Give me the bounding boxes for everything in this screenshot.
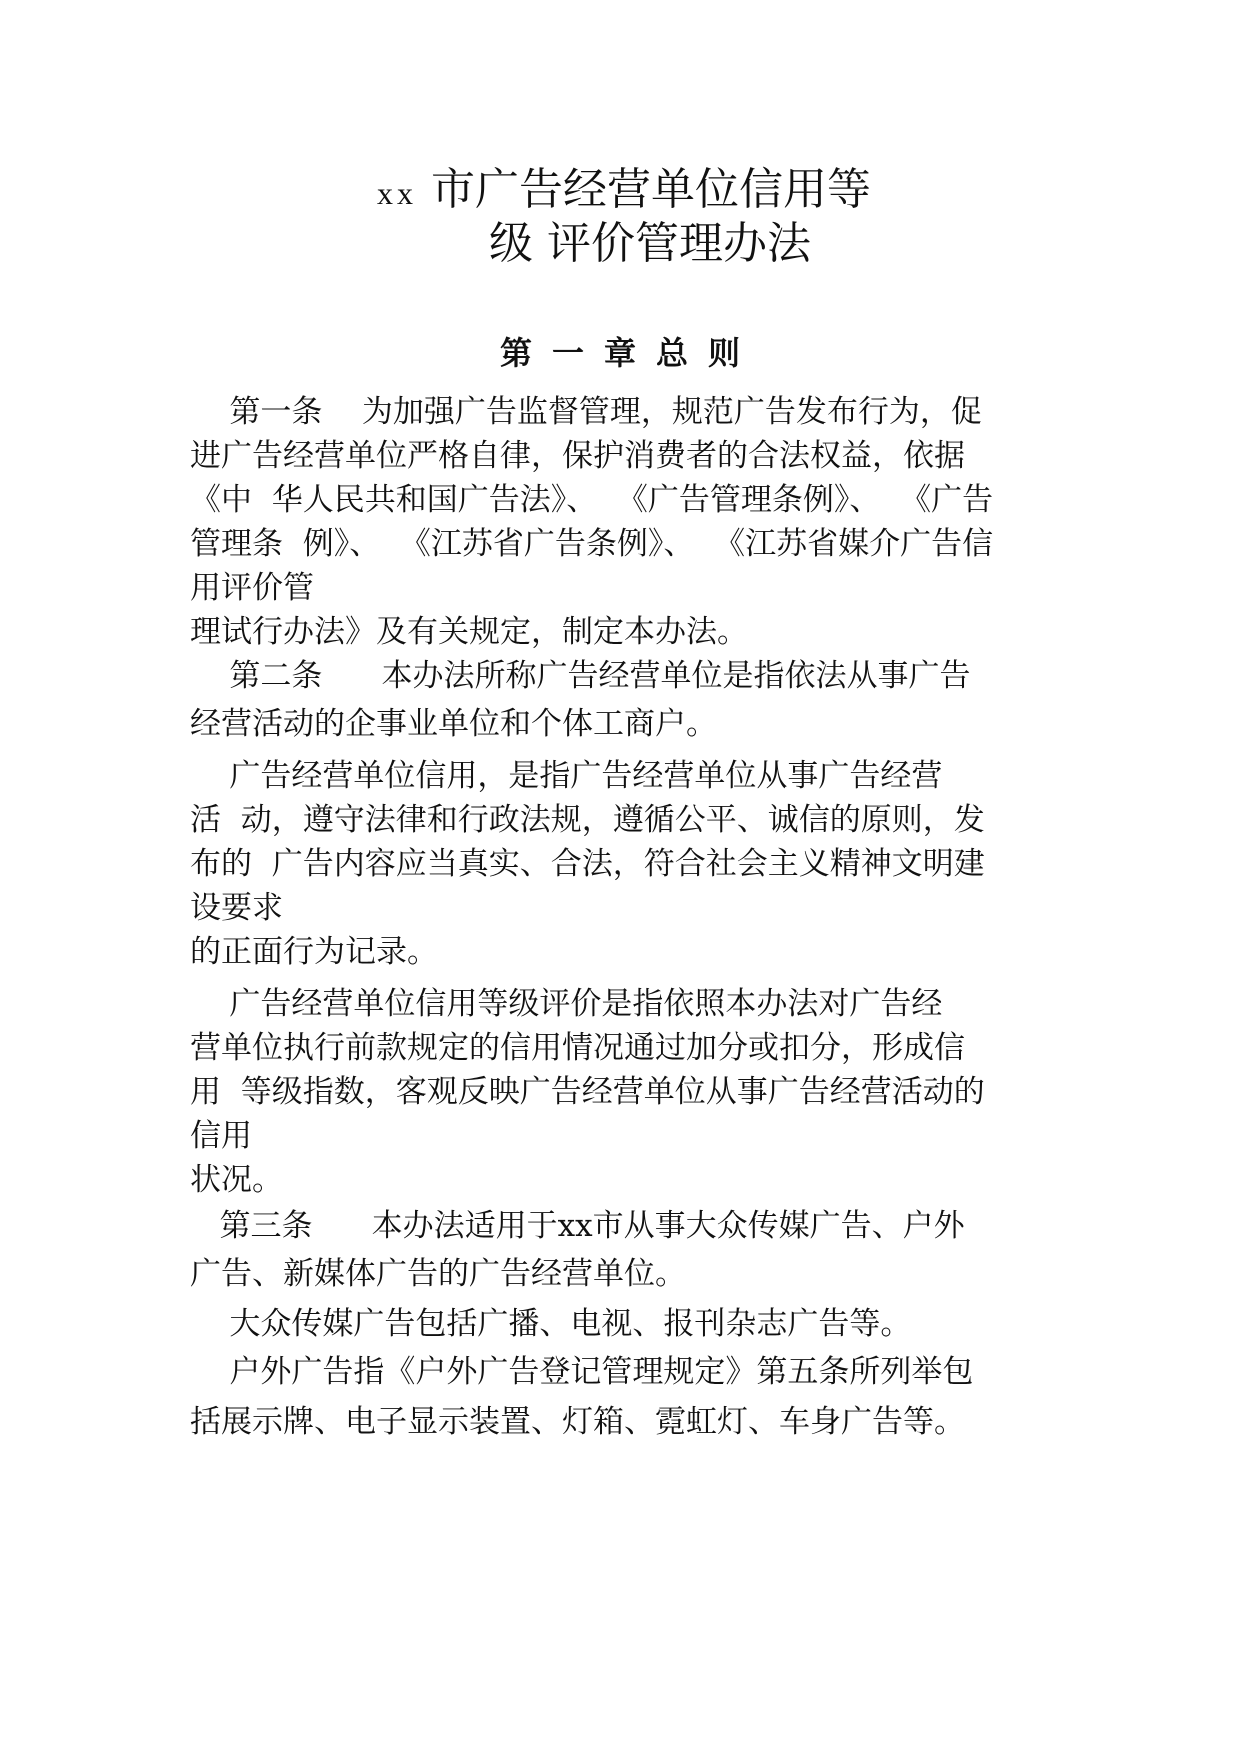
- body-line: 第二条 本办法所称广告经营单位是指依法从事广告: [190, 658, 971, 694]
- body-line: 状况。: [190, 1162, 283, 1198]
- body-line: 第一条 为加强广告监督管理，规范广告发布行为，促: [190, 394, 982, 430]
- body-line: 进广告经营单位严格自律，保护消费者的合法权益，依据: [190, 438, 965, 474]
- body-line: 用 等级指数，客观反映广告经营单位从事广告经营活动的: [190, 1074, 985, 1110]
- body-line: 用评价管: [190, 570, 314, 606]
- document-title-line-1: [0, 162, 1240, 221]
- body-line: 《中 华人民共和国广告法》、 《广告管理条例》、 《广告: [190, 482, 994, 518]
- body-line: 的正面行为记录。: [190, 934, 438, 970]
- chapter-heading: 第一章总则: [499, 334, 760, 372]
- body-line: 营单位执行前款规定的信用情况通过加分或扣分，形成信: [190, 1030, 965, 1066]
- body-line: 信用: [190, 1118, 252, 1154]
- body-line: 广告经营单位信用，是指广告经营单位从事广告经营: [190, 758, 943, 794]
- document-title-line-2: 级 评价管理办法: [489, 218, 811, 269]
- body-line: 第三条 本办法适用于xx市从事大众传媒广告、户外: [190, 1208, 965, 1244]
- title-text-1: 市广告经营单位信用等: [431, 164, 871, 215]
- body-line: 布的 广告内容应当真实、合法，符合社会主义精神文明建: [190, 846, 985, 882]
- body-line: 户外广告指《户外广告登记管理规定》第五条所列举包: [190, 1354, 974, 1390]
- body-line: 广告、新媒体广告的广告经营单位。: [190, 1256, 686, 1292]
- body-line: 理试行办法》及有关规定，制定本办法。: [190, 614, 748, 650]
- body-line: 活 动，遵守法律和行政法规，遵循公平、诚信的原则，发: [190, 802, 985, 838]
- body-line: 括展示牌、电子显示装置、灯箱、霓虹灯、车身广告等。: [190, 1404, 965, 1440]
- body-line: 广告经营单位信用等级评价是指依照本办法对广告经: [190, 986, 943, 1022]
- body-line: 管理条 例》、 《江苏省广告条例》、 《江苏省媒介广告信: [190, 526, 994, 562]
- body-line: 设要求: [190, 890, 283, 926]
- title-prefix: xx: [377, 175, 417, 211]
- body-line: 经营活动的企事业单位和个体工商户。: [190, 706, 717, 742]
- body-line: 大众传媒广告包括广播、电视、报刊杂志广告等。: [190, 1306, 912, 1342]
